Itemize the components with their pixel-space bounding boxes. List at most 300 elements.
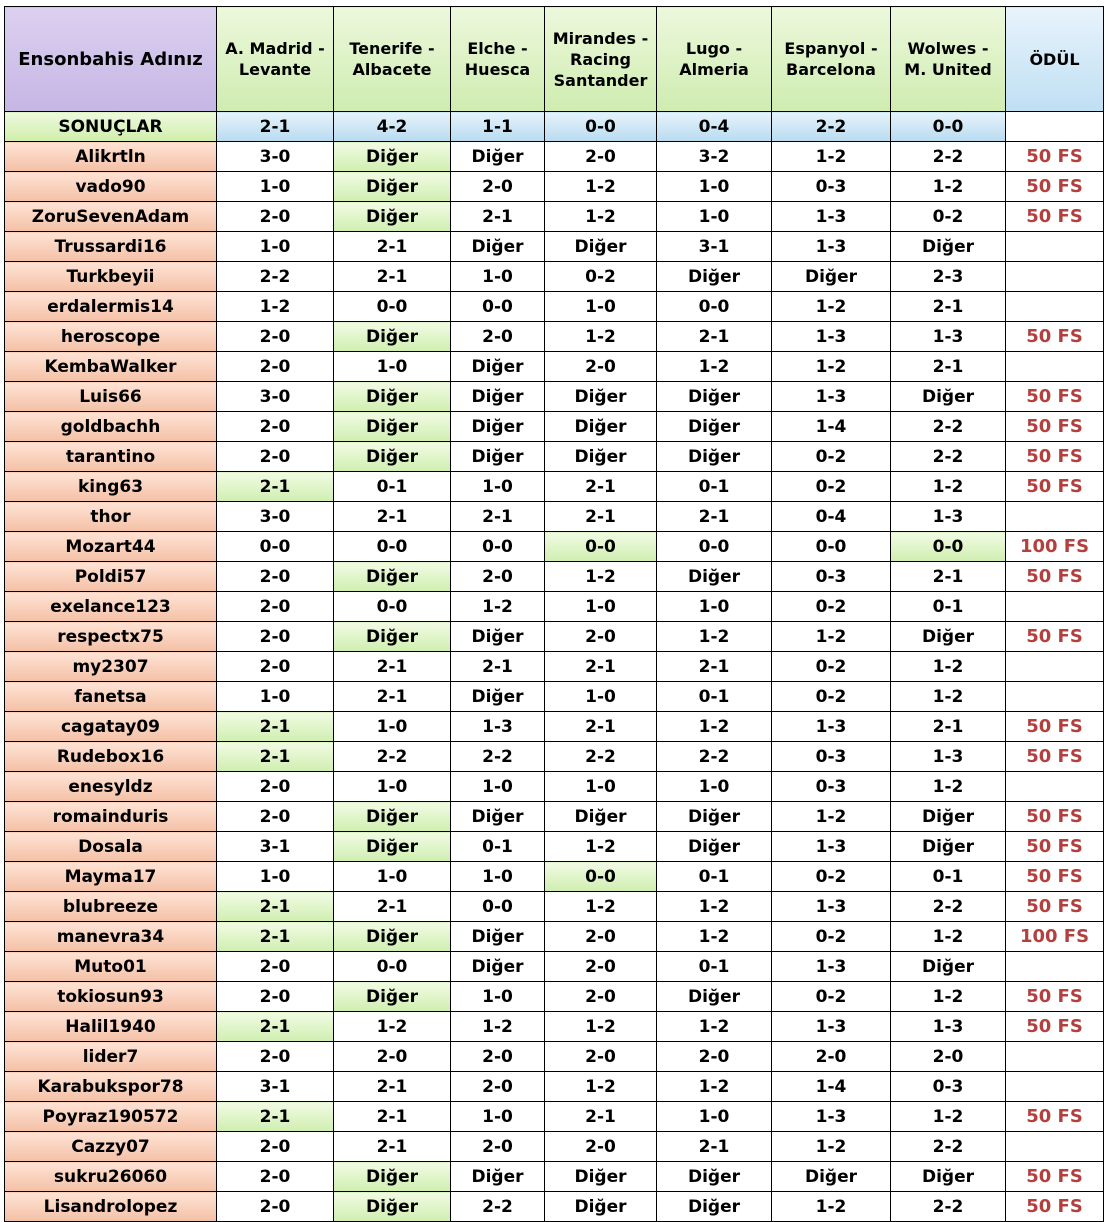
participant-name: Lisandrolopez xyxy=(5,1192,217,1222)
prediction-cell: Diğer xyxy=(891,1162,1006,1192)
match-header: Espanyol - Barcelona xyxy=(772,7,891,112)
prediction-cell: Diğer xyxy=(657,832,772,862)
prediction-cell: 0-2 xyxy=(891,202,1006,232)
prediction-cell: Diğer xyxy=(451,922,545,952)
result-score: 4-2 xyxy=(334,112,451,142)
table-row xyxy=(5,952,1104,982)
prize-cell xyxy=(1006,262,1104,292)
prediction-cell: Diğer xyxy=(334,142,451,172)
prediction-cell: Diğer xyxy=(657,1192,772,1222)
prediction-cell: 1-2 xyxy=(657,1012,772,1042)
table-row xyxy=(5,1132,1104,1162)
prediction-cell: 1-0 xyxy=(545,592,657,622)
table-row xyxy=(5,382,1104,412)
prize-cell: 50 FS xyxy=(1006,172,1104,202)
prediction-cell: 1-3 xyxy=(891,322,1006,352)
table-row xyxy=(5,292,1104,322)
participant-name: exelance123 xyxy=(5,592,217,622)
prediction-cell: 3-0 xyxy=(217,382,334,412)
prediction-cell: Diğer xyxy=(334,442,451,472)
prediction-cell: 3-1 xyxy=(657,232,772,262)
prediction-cell: Diğer xyxy=(545,1162,657,1192)
prediction-cell: 1-2 xyxy=(891,772,1006,802)
prediction-cell: 2-1 xyxy=(657,1132,772,1162)
prediction-cell: 1-3 xyxy=(772,232,891,262)
prediction-cell: 1-3 xyxy=(772,382,891,412)
prediction-cell: 1-3 xyxy=(772,832,891,862)
prize-cell xyxy=(1006,592,1104,622)
prediction-cell: 1-0 xyxy=(451,982,545,1012)
prediction-cell: 1-3 xyxy=(891,502,1006,532)
prediction-cell: 2-0 xyxy=(545,622,657,652)
prediction-cell: 1-2 xyxy=(891,982,1006,1012)
prediction-cell: 0-2 xyxy=(772,592,891,622)
prediction-cell: 2-1 xyxy=(334,682,451,712)
prediction-cell: 0-0 xyxy=(334,952,451,982)
result-score: 0-0 xyxy=(545,112,657,142)
prize-cell: 50 FS xyxy=(1006,832,1104,862)
prediction-cell: 1-2 xyxy=(217,292,334,322)
prediction-cell: 2-2 xyxy=(891,142,1006,172)
match-header: Elche - Huesca xyxy=(451,7,545,112)
prediction-cell: 1-0 xyxy=(217,172,334,202)
prediction-cell: 1-2 xyxy=(451,592,545,622)
prediction-cell: 0-3 xyxy=(772,562,891,592)
participant-name: sukru26060 xyxy=(5,1162,217,1192)
prize-cell: 50 FS xyxy=(1006,142,1104,172)
prize-cell xyxy=(1006,1072,1104,1102)
prediction-cell: 1-3 xyxy=(772,892,891,922)
prediction-cell: 1-2 xyxy=(451,1012,545,1042)
prediction-cell: 2-2 xyxy=(891,412,1006,442)
prize-cell: 100 FS xyxy=(1006,532,1104,562)
participant-name: Poldi57 xyxy=(5,562,217,592)
table-row xyxy=(5,232,1104,262)
prediction-cell: 2-1 xyxy=(217,472,334,502)
prediction-cell: Diğer xyxy=(657,562,772,592)
prediction-cell: 2-1 xyxy=(451,202,545,232)
prediction-cell: 2-1 xyxy=(657,502,772,532)
table-row xyxy=(5,1102,1104,1132)
prediction-cell: 0-0 xyxy=(545,532,657,562)
participant-name: Trussardi16 xyxy=(5,232,217,262)
name-column-header: Ensonbahis Adınız xyxy=(5,7,217,112)
prediction-cell: 2-0 xyxy=(217,352,334,382)
prediction-cell: Diğer xyxy=(451,352,545,382)
prize-cell: 50 FS xyxy=(1006,742,1104,772)
prize-cell xyxy=(1006,502,1104,532)
prediction-cell: 2-1 xyxy=(545,712,657,742)
prediction-cell: Diğer xyxy=(545,442,657,472)
prediction-cell: 1-2 xyxy=(891,1102,1006,1132)
prize-cell xyxy=(1006,772,1104,802)
prize-cell xyxy=(1006,352,1104,382)
prediction-cell: 2-1 xyxy=(334,262,451,292)
prize-cell: 100 FS xyxy=(1006,922,1104,952)
prediction-cell: 2-0 xyxy=(451,562,545,592)
prediction-cell: Diğer xyxy=(451,622,545,652)
table-row xyxy=(5,922,1104,952)
prediction-cell: 2-1 xyxy=(217,922,334,952)
prize-cell: 50 FS xyxy=(1006,202,1104,232)
prediction-cell: 0-2 xyxy=(772,682,891,712)
match-header: Mirandes - Racing Santander xyxy=(545,7,657,112)
prediction-cell: Diğer xyxy=(891,802,1006,832)
table-row xyxy=(5,592,1104,622)
prediction-cell: 0-1 xyxy=(334,472,451,502)
prediction-cell: 2-0 xyxy=(217,772,334,802)
prediction-cell: 2-0 xyxy=(545,1132,657,1162)
prediction-cell: 2-2 xyxy=(891,442,1006,472)
prediction-cell: 1-2 xyxy=(891,922,1006,952)
prediction-cell: 0-1 xyxy=(657,862,772,892)
table-row xyxy=(5,622,1104,652)
prediction-cell: 3-2 xyxy=(657,142,772,172)
participant-name: respectx75 xyxy=(5,622,217,652)
table-row xyxy=(5,712,1104,742)
prediction-cell: 2-0 xyxy=(217,442,334,472)
prediction-cell: 2-1 xyxy=(334,502,451,532)
table-row xyxy=(5,652,1104,682)
prediction-cell: 2-0 xyxy=(217,1132,334,1162)
prediction-cell: Diğer xyxy=(451,232,545,262)
prize-cell: 50 FS xyxy=(1006,442,1104,472)
table-row xyxy=(5,1162,1104,1192)
prize-cell: 50 FS xyxy=(1006,562,1104,592)
prediction-cell: 2-0 xyxy=(545,922,657,952)
table-row xyxy=(5,892,1104,922)
prediction-cell: 2-1 xyxy=(451,502,545,532)
prediction-cell: 2-2 xyxy=(451,1192,545,1222)
prediction-cell: 2-1 xyxy=(334,1072,451,1102)
prize-cell: 50 FS xyxy=(1006,412,1104,442)
prediction-cell: 1-0 xyxy=(451,1102,545,1132)
participant-name: my2307 xyxy=(5,652,217,682)
prediction-cell: 0-0 xyxy=(657,532,772,562)
prediction-cell: 1-2 xyxy=(545,202,657,232)
prediction-cell: 2-1 xyxy=(217,742,334,772)
prediction-cell: 0-1 xyxy=(657,472,772,502)
prediction-cell: 0-4 xyxy=(772,502,891,532)
prediction-cell: Diğer xyxy=(334,832,451,862)
prediction-cell: 2-1 xyxy=(334,1132,451,1162)
prediction-cell: 1-0 xyxy=(451,262,545,292)
table-row xyxy=(5,1042,1104,1072)
prediction-cell: 0-3 xyxy=(772,172,891,202)
prediction-cell: 2-0 xyxy=(451,1072,545,1102)
prediction-cell: 2-2 xyxy=(891,892,1006,922)
prediction-cell: 2-1 xyxy=(217,712,334,742)
prediction-cell: 1-2 xyxy=(772,142,891,172)
prediction-cell: 1-0 xyxy=(334,862,451,892)
participant-name: Karabukspor78 xyxy=(5,1072,217,1102)
prediction-cell: Diğer xyxy=(772,1162,891,1192)
prediction-cell: 2-1 xyxy=(217,892,334,922)
prediction-cell: 0-2 xyxy=(772,922,891,952)
match-header: Tenerife - Albacete xyxy=(334,7,451,112)
prediction-cell: 0-0 xyxy=(891,532,1006,562)
prediction-cell: 0-1 xyxy=(451,832,545,862)
prediction-cell: 1-0 xyxy=(334,772,451,802)
prediction-cell: 2-1 xyxy=(334,1102,451,1132)
table-row xyxy=(5,1012,1104,1042)
prediction-cell: Diğer xyxy=(334,412,451,442)
prediction-cell: 1-2 xyxy=(545,172,657,202)
prize-cell: 50 FS xyxy=(1006,1012,1104,1042)
prediction-cell: 2-0 xyxy=(217,562,334,592)
prediction-cell: Diğer xyxy=(891,622,1006,652)
results-label: SONUÇLAR xyxy=(5,112,217,142)
results-row xyxy=(5,112,1104,142)
prediction-cell: 0-2 xyxy=(772,652,891,682)
table-row xyxy=(5,172,1104,202)
prediction-cell: 2-0 xyxy=(217,1192,334,1222)
table-row xyxy=(5,142,1104,172)
participant-name: Turkbeyii xyxy=(5,262,217,292)
prediction-cell: 1-2 xyxy=(545,562,657,592)
table-row xyxy=(5,472,1104,502)
prediction-cell: 2-0 xyxy=(217,322,334,352)
participant-name: KembaWalker xyxy=(5,352,217,382)
prediction-cell: Diğer xyxy=(451,142,545,172)
prediction-cell: 2-1 xyxy=(545,652,657,682)
prize-column-header: ÖDÜL xyxy=(1006,7,1104,112)
participant-name: ZoruSevenAdam xyxy=(5,202,217,232)
prediction-cell: 1-2 xyxy=(334,1012,451,1042)
prediction-cell: Diğer xyxy=(545,382,657,412)
prize-cell: 50 FS xyxy=(1006,472,1104,502)
match-header: A. Madrid - Levante xyxy=(217,7,334,112)
prediction-cell: Diğer xyxy=(545,802,657,832)
prediction-cell: 2-1 xyxy=(891,292,1006,322)
prize-cell: 50 FS xyxy=(1006,862,1104,892)
prediction-cell: 1-0 xyxy=(657,592,772,622)
table-row xyxy=(5,1192,1104,1222)
predictions-table xyxy=(4,6,1104,1222)
participant-name: Mozart44 xyxy=(5,532,217,562)
prediction-cell: 1-2 xyxy=(657,892,772,922)
prediction-cell: 1-0 xyxy=(451,772,545,802)
prize-cell xyxy=(1006,682,1104,712)
table-row xyxy=(5,982,1104,1012)
prediction-cell: 2-0 xyxy=(217,622,334,652)
table-row xyxy=(5,862,1104,892)
prediction-cell: 1-3 xyxy=(772,322,891,352)
prediction-cell: 2-0 xyxy=(217,1162,334,1192)
prediction-cell: 2-3 xyxy=(891,262,1006,292)
prize-cell xyxy=(1006,1132,1104,1162)
table-row xyxy=(5,772,1104,802)
prediction-cell: Diğer xyxy=(891,952,1006,982)
prediction-cell: Diğer xyxy=(891,832,1006,862)
prediction-cell: 0-3 xyxy=(772,772,891,802)
prediction-cell: 3-1 xyxy=(217,832,334,862)
prediction-cell: 1-0 xyxy=(334,352,451,382)
prediction-cell: 1-3 xyxy=(891,1012,1006,1042)
prize-cell: 50 FS xyxy=(1006,802,1104,832)
prediction-cell: 1-2 xyxy=(657,922,772,952)
prize-cell: 50 FS xyxy=(1006,1192,1104,1222)
prediction-cell: 1-2 xyxy=(891,472,1006,502)
participant-name: Cazzy07 xyxy=(5,1132,217,1162)
prediction-cell: Diğer xyxy=(334,1192,451,1222)
prediction-cell: 1-4 xyxy=(772,1072,891,1102)
participant-name: Dosala xyxy=(5,832,217,862)
prediction-cell: 1-3 xyxy=(772,712,891,742)
prediction-cell: Diğer xyxy=(657,262,772,292)
prediction-cell: 2-0 xyxy=(217,982,334,1012)
table-row xyxy=(5,352,1104,382)
prediction-cell: 1-0 xyxy=(657,772,772,802)
results-prize-empty xyxy=(1006,112,1104,142)
prediction-cell: Diğer xyxy=(891,382,1006,412)
prediction-cell: 1-2 xyxy=(772,292,891,322)
prediction-cell: 0-1 xyxy=(891,592,1006,622)
prediction-cell: 2-1 xyxy=(891,352,1006,382)
prediction-cell: Diğer xyxy=(545,232,657,262)
prediction-cell: Diğer xyxy=(334,622,451,652)
prediction-cell: 2-1 xyxy=(217,1102,334,1132)
prediction-cell: 0-0 xyxy=(334,292,451,322)
prediction-cell: 0-2 xyxy=(772,472,891,502)
prediction-cell: 0-0 xyxy=(772,532,891,562)
prediction-cell: 1-0 xyxy=(545,772,657,802)
prediction-cell: 2-1 xyxy=(545,502,657,532)
prediction-cell: 3-0 xyxy=(217,502,334,532)
result-score: 0-4 xyxy=(657,112,772,142)
participant-name: cagatay09 xyxy=(5,712,217,742)
prediction-cell: 2-0 xyxy=(545,1042,657,1072)
prize-cell: 50 FS xyxy=(1006,982,1104,1012)
prediction-cell: 1-2 xyxy=(657,622,772,652)
prediction-cell: 2-0 xyxy=(217,652,334,682)
prediction-cell: 2-0 xyxy=(891,1042,1006,1072)
prediction-cell: 0-3 xyxy=(891,1072,1006,1102)
prediction-cell: 1-0 xyxy=(217,232,334,262)
prediction-cell: 1-2 xyxy=(772,1192,891,1222)
prediction-cell: 1-2 xyxy=(891,652,1006,682)
table-row xyxy=(5,1072,1104,1102)
prediction-cell: 1-3 xyxy=(772,952,891,982)
prediction-cell: 3-1 xyxy=(217,1072,334,1102)
result-score: 0-0 xyxy=(891,112,1006,142)
prize-cell: 50 FS xyxy=(1006,1102,1104,1132)
prediction-cell: 0-0 xyxy=(334,592,451,622)
prediction-cell: Diğer xyxy=(657,442,772,472)
prediction-cell: 0-0 xyxy=(545,862,657,892)
prediction-cell: Diğer xyxy=(334,982,451,1012)
participant-name: manevra34 xyxy=(5,922,217,952)
prediction-cell: Diğer xyxy=(772,262,891,292)
prize-cell: 50 FS xyxy=(1006,622,1104,652)
prediction-cell: 1-0 xyxy=(545,682,657,712)
prediction-cell: 0-1 xyxy=(657,682,772,712)
header-row xyxy=(5,7,1104,112)
prediction-cell: Diğer xyxy=(451,1162,545,1192)
table-row xyxy=(5,682,1104,712)
participant-name: erdalermis14 xyxy=(5,292,217,322)
prediction-cell: 2-0 xyxy=(451,322,545,352)
prediction-cell: 0-0 xyxy=(657,292,772,322)
prediction-cell: 2-0 xyxy=(334,1042,451,1072)
participant-name: Rudebox16 xyxy=(5,742,217,772)
prediction-cell: 1-2 xyxy=(657,1072,772,1102)
prize-cell: 50 FS xyxy=(1006,712,1104,742)
prediction-cell: 2-1 xyxy=(545,1102,657,1132)
prediction-cell: 1-2 xyxy=(657,352,772,382)
participant-name: romainduris xyxy=(5,802,217,832)
prediction-cell: Diğer xyxy=(891,232,1006,262)
prediction-cell: 2-0 xyxy=(772,1042,891,1072)
prediction-cell: 2-1 xyxy=(217,1012,334,1042)
participant-name: vado90 xyxy=(5,172,217,202)
participant-name: Muto01 xyxy=(5,952,217,982)
table-row xyxy=(5,442,1104,472)
prize-cell: 50 FS xyxy=(1006,892,1104,922)
prediction-cell: 1-0 xyxy=(657,1102,772,1132)
prediction-cell: 0-0 xyxy=(451,532,545,562)
prediction-cell: Diğer xyxy=(545,1192,657,1222)
prediction-cell: 2-0 xyxy=(545,142,657,172)
prediction-cell: 1-2 xyxy=(545,1072,657,1102)
participant-name: thor xyxy=(5,502,217,532)
prediction-cell: Diğer xyxy=(451,802,545,832)
prediction-cell: 2-2 xyxy=(545,742,657,772)
prediction-cell: Diğer xyxy=(451,412,545,442)
participant-name: Halil1940 xyxy=(5,1012,217,1042)
prediction-cell: Diğer xyxy=(334,922,451,952)
prediction-cell: 1-2 xyxy=(545,892,657,922)
prediction-cell: 2-0 xyxy=(657,1042,772,1072)
table-row xyxy=(5,202,1104,232)
prediction-cell: 0-2 xyxy=(772,862,891,892)
prediction-cell: Diğer xyxy=(334,202,451,232)
prediction-cell: Diğer xyxy=(334,322,451,352)
table-row xyxy=(5,532,1104,562)
prediction-cell: 2-1 xyxy=(334,652,451,682)
match-header: Wolwes - M. United xyxy=(891,7,1006,112)
table-row xyxy=(5,262,1104,292)
prediction-cell: 1-4 xyxy=(772,412,891,442)
prediction-cell: 1-0 xyxy=(657,172,772,202)
prediction-cell: 1-2 xyxy=(657,712,772,742)
prize-cell xyxy=(1006,1042,1104,1072)
table-row xyxy=(5,412,1104,442)
participant-name: lider7 xyxy=(5,1042,217,1072)
prediction-cell: 1-2 xyxy=(772,622,891,652)
prediction-cell: 0-2 xyxy=(545,262,657,292)
prediction-cell: 1-2 xyxy=(772,802,891,832)
prediction-cell: 2-2 xyxy=(334,742,451,772)
result-score: 2-2 xyxy=(772,112,891,142)
prediction-cell: 1-2 xyxy=(891,172,1006,202)
prediction-cell: 0-2 xyxy=(772,982,891,1012)
prize-cell: 50 FS xyxy=(1006,382,1104,412)
prediction-cell: 1-2 xyxy=(545,322,657,352)
prediction-cell: Diğer xyxy=(451,382,545,412)
prediction-cell: 1-0 xyxy=(657,202,772,232)
table-row xyxy=(5,322,1104,352)
participant-name: tokiosun93 xyxy=(5,982,217,1012)
prediction-cell: 2-0 xyxy=(217,412,334,442)
prediction-cell: 2-1 xyxy=(334,892,451,922)
prediction-cell: 1-0 xyxy=(451,862,545,892)
participant-name: fanetsa xyxy=(5,682,217,712)
prediction-cell: Diğer xyxy=(545,412,657,442)
prediction-cell: 2-1 xyxy=(891,562,1006,592)
prediction-cell: Diğer xyxy=(657,1162,772,1192)
prediction-cell: 1-3 xyxy=(772,202,891,232)
